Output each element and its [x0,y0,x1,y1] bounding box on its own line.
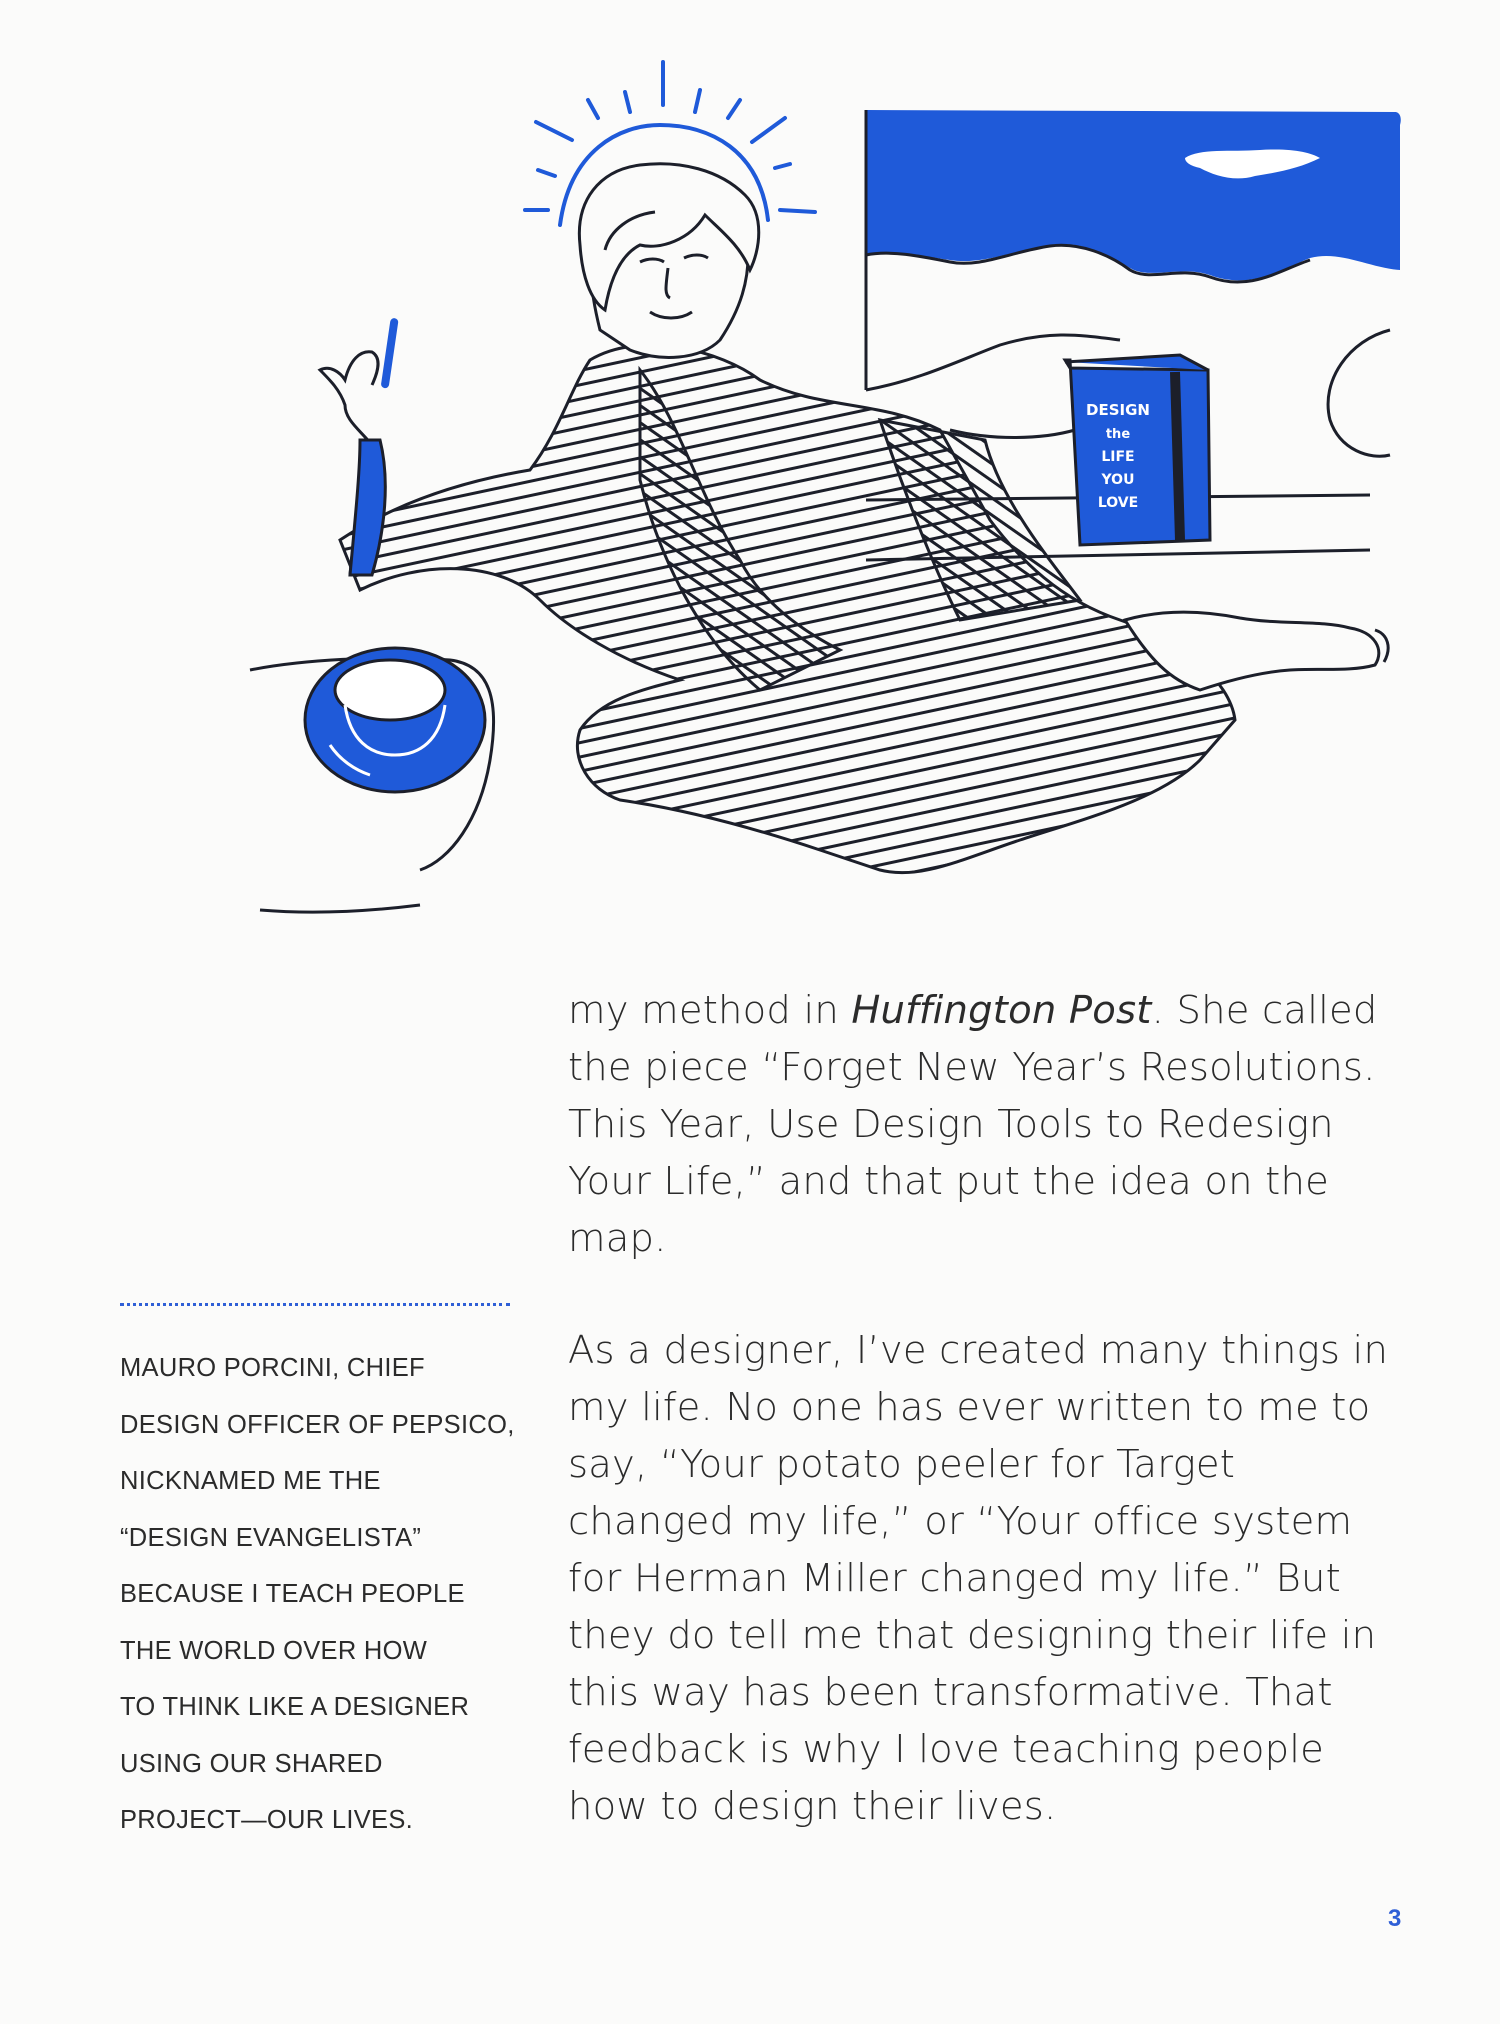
body-text [568,982,1408,1835]
paragraph-2: As a designer, I’ve created many things in my life. No one has ever written to me to say, “Your potato peeler for Target changed my life,” or “Your office system for Herman Miller changed my life.” But they do tell me that designing their life in this way has been transformative. That feedback is why I love teaching people how to design their lives. [568,1328,1389,1829]
svg-text:DESIGN: DESIGN [1086,401,1150,419]
paragraph-1-prefix: my method in [568,988,852,1033]
svg-text:LIFE: LIFE [1101,449,1135,465]
svg-text:LOVE: LOVE [1097,495,1139,511]
paragraph-1 [568,982,1408,1267]
sidebar-quote: MAURO PORCINI, CHIEF DESIGN OFFICER OF PEPSICO, NICKNAMED ME THE “DESIGN EVANGELISTA” BECAUSE I TEACH PEOPLE THE WORLD OVER HOW TO THINK LIKE A DESIGNER USING OUR SHARED PROJECT—OUR LIVES. [120,1354,515,1834]
head [579,164,758,358]
dotted-rule [120,1303,510,1306]
svg-text:YOU: YOU [1101,472,1135,488]
woman-reading-illustration [230,50,1410,930]
svg-text:the: the [1105,427,1131,442]
sidebar-note [120,1303,520,1849]
paragraph-1-suffix: . She called the piece “Forget New Year’s Resolutions. This Year, Use Design Tools to Redesign Your Life,” and that put the idea on the map. [568,988,1378,1261]
publication-name: Huffington Post [851,988,1152,1033]
page-number: 3 [1388,1905,1402,1932]
teacup [250,648,494,912]
